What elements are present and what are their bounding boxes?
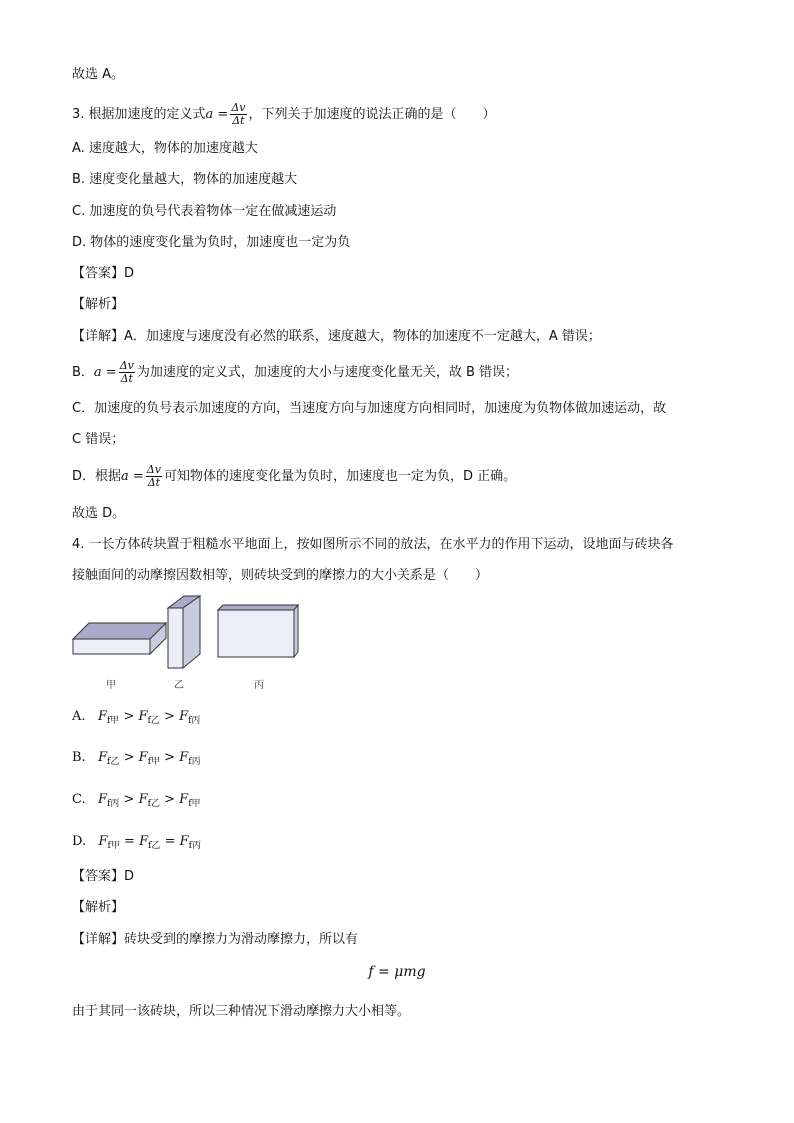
q3-suffix: ，下列关于加速度的说法正确的是（ ） <box>248 107 496 122</box>
conclusion: 故选 D。 <box>72 506 126 521</box>
subscript: f丙 <box>188 716 201 726</box>
detail-line-2 <box>72 360 518 385</box>
q3-prefix: 3. 根据加速度的定义式 <box>72 107 206 122</box>
operator: > <box>123 792 135 807</box>
operator: > <box>164 709 175 724</box>
detail-line-3b: C 错误； <box>72 432 125 447</box>
formula-a: a = <box>93 365 117 380</box>
operator: = <box>164 834 176 849</box>
formula-a: a = <box>121 469 144 484</box>
subscript: f甲 <box>188 799 201 809</box>
numerator: Δv <box>231 101 246 114</box>
numerator: Δv <box>119 359 134 372</box>
subscript: f乙 <box>107 757 120 767</box>
detail-line-1: 【详解】A．加速度与速度没有必然的联系，速度越大，物体的加速度不一定越大，A 错误； <box>72 329 601 344</box>
operator: > <box>164 750 176 765</box>
option-a: A. 速度越大，物体的加速度越大 <box>72 141 258 156</box>
q4-option-b <box>72 749 201 771</box>
subscript: f甲 <box>107 841 120 851</box>
option-d: D. 物体的速度变化量为负时，加速度也一定为负 <box>72 235 351 250</box>
detail-prefix: D．根据 <box>72 469 122 484</box>
force-symbol: F <box>179 709 189 724</box>
operator: > <box>123 750 135 765</box>
operator: > <box>123 709 135 724</box>
detail-line-2: 由于其同一该砖块，所以三种情况下滑动摩擦力大小相等。 <box>72 1004 411 1019</box>
force-symbol: F <box>139 834 149 849</box>
force-symbol: F <box>179 792 189 807</box>
subscript: f丙 <box>188 757 201 767</box>
label-bing: 丙 <box>254 680 264 691</box>
denominator: Δt <box>232 114 245 127</box>
force-symbol: F <box>97 709 107 724</box>
detail-suffix: 可知物体的速度变化量为负时，加速度也一定为负，D 正确。 <box>163 469 517 484</box>
operator: > <box>164 792 176 807</box>
detail-line-1: 【详解】砖块受到的摩擦力为滑动摩擦力，所以有 <box>72 932 359 947</box>
denominator: Δt <box>147 476 161 489</box>
force-symbol: F <box>138 792 148 807</box>
label-jia: 甲 <box>106 680 116 691</box>
brick-figure <box>70 592 310 694</box>
q4-option-c <box>72 791 201 813</box>
subscript: f乙 <box>148 841 161 851</box>
text-line: 故选 A。 <box>72 67 125 82</box>
option-c: C. 加速度的负号代表着物体一定在做减速运动 <box>72 204 337 219</box>
subscript: f乙 <box>147 799 160 809</box>
formula-a: a = <box>205 107 229 122</box>
analysis-label: 【解析】 <box>72 900 125 915</box>
subscript: f丙 <box>107 799 120 809</box>
fraction <box>230 102 246 127</box>
force-symbol: F <box>179 750 189 765</box>
subscript: f甲 <box>106 716 120 726</box>
option-letter: D. <box>72 834 87 849</box>
option-b: B. 速度变化量越大，物体的加速度越大 <box>72 172 298 187</box>
label-yi: 乙 <box>174 680 184 691</box>
force-symbol: F <box>179 834 189 849</box>
force-symbol: F <box>98 792 108 807</box>
subscript: f乙 <box>147 716 160 726</box>
question-4-stem-2: 接触面间的动摩擦因数相等，则砖块受到的摩擦力的大小关系是（ ） <box>72 568 489 583</box>
friction-formula: f = μmg <box>368 964 426 980</box>
option-letter: C. <box>72 792 86 807</box>
force-symbol: F <box>138 750 148 765</box>
force-symbol: F <box>98 750 108 765</box>
answer-label: 【答案】D <box>72 869 135 884</box>
subscript: f甲 <box>147 757 161 767</box>
fraction <box>119 360 135 385</box>
subscript: f丙 <box>188 841 201 851</box>
question-3-stem <box>72 102 496 127</box>
answer-label: 【答案】D <box>72 266 135 281</box>
fraction <box>146 464 162 489</box>
option-letter: A. <box>72 709 86 724</box>
force-symbol: F <box>98 834 108 849</box>
operator: = <box>124 834 135 849</box>
detail-suffix: 为加速度的定义式，加速度的大小与速度变化量无关，故 B 错误； <box>136 365 519 380</box>
brick-jia <box>73 623 166 654</box>
brick-yi <box>168 596 200 668</box>
q4-option-d <box>72 833 201 855</box>
force-symbol: F <box>138 709 148 724</box>
analysis-label: 【解析】 <box>72 297 125 312</box>
detail-line-4 <box>72 464 516 489</box>
detail-prefix: B． <box>72 365 94 380</box>
numerator: Δv <box>146 463 161 476</box>
q4-option-a <box>72 708 200 730</box>
detail-line-3: C．加速度的负号表示加速度的方向，当速度方向与加速度方向相同时，加速度为负物体做加速运动，故 <box>72 401 667 416</box>
brick-bing <box>218 605 298 657</box>
question-4-stem-1: 4. 一长方体砖块置于粗糙水平地面上，按如图所示不同的放法，在水平力的作用下运动，设地面与砖块各 <box>72 537 674 552</box>
option-letter: B. <box>72 750 86 765</box>
denominator: Δt <box>120 372 133 385</box>
